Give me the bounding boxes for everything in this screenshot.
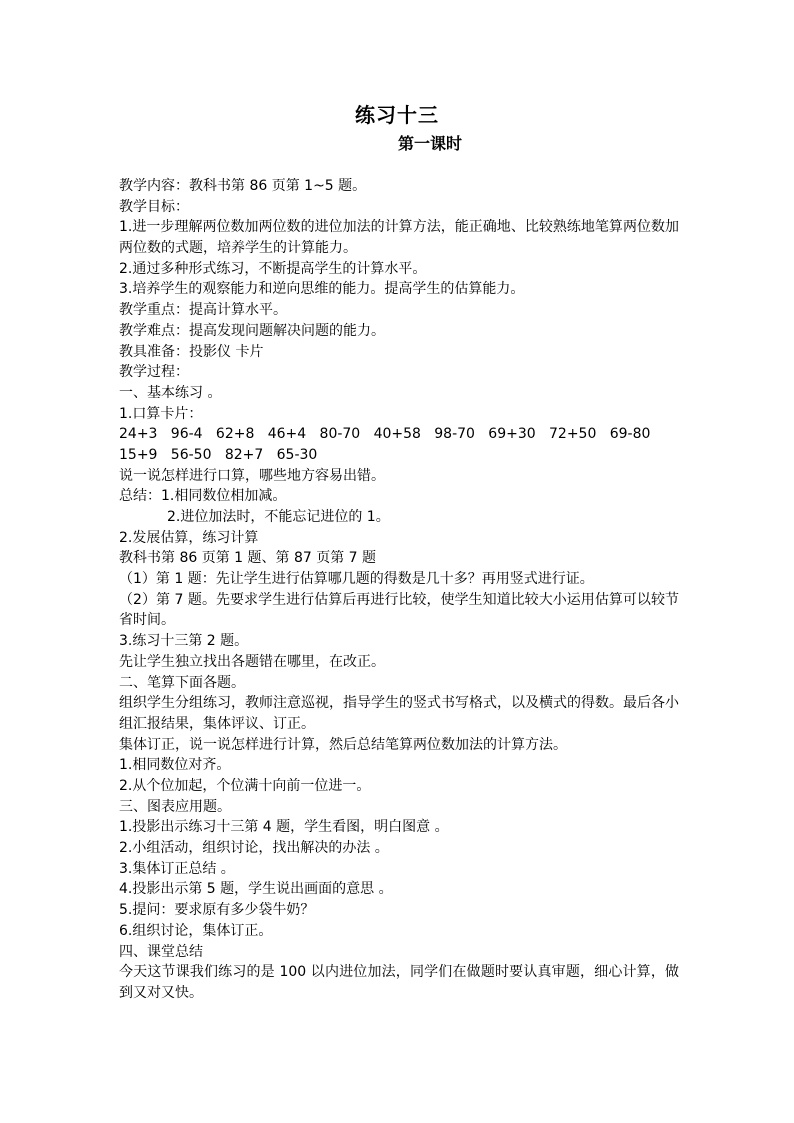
page-title: 练习十三 [355,103,439,127]
rule-2: 2.从个位加起，个位满十向前一位进一。 [119,778,371,795]
goal-1: 1.进一步理解两位数加两位数的进位加法的计算方法，能正确地、比较熟练地笔算两位数加两位数的式题，培养学生的计算能力。 [119,219,679,257]
section-1-heading: 一、基本练习 。 [119,384,222,401]
rule-1: 1.相同数位对齐。 [119,757,231,774]
chart-step-3: 3.集体订正总结 。 [119,860,235,877]
exercise-7-note: （2）第 7 题。先要求学生进行估算后再进行比较，使学生知道比较大小运用估算可以较节省时间。 [119,591,679,629]
teaching-content: 教学内容：教科书第 86 页第 1~5 题。 [119,178,367,194]
oral-discussion: 说一说怎样进行口算，哪些地方容易出错。 [119,467,385,484]
teaching-focus: 教学重点：提高计算水平。 [119,302,287,319]
chart-step-2: 2.小组活动，组织讨论，找出解决的办法 。 [119,840,389,857]
summary-1: 总结：1.相同数位相加减。 [119,488,287,505]
chart-step-1: 1.投影出示练习十三第 4 题，学生看图，明白图意 。 [119,819,449,836]
teaching-process-heading: 教学过程： [119,364,189,381]
chart-step-6: 6.组织讨论，集体订正。 [119,922,273,939]
oral-calculation-row-1: 24+3 96-4 62+8 46+4 80-70 40+58 98-70 69+30 72+50 69-80 [119,426,651,443]
textbook-reference: 教科书第 86 页第 1 题、第 87 页第 7 题 [119,550,377,567]
collective-correction: 集体订正，说一说怎样进行计算，然后总结笔算两位数加法的计算方法。 [119,736,567,753]
exercise-1-note: （1）第 1 题：先让学生进行估算哪几题的得数是几十多？再用竖式进行证。 [119,571,594,588]
summary-2: 2.进位加法时，不能忘记进位的 1。 [167,509,390,526]
chart-step-5: 5.提问：要求原有多少袋牛奶？ [119,902,315,919]
practice-2-heading: 3.练习十三第 2 题。 [119,633,249,650]
goal-2: 2.通过多种形式练习，不断提高学生的计算水平。 [119,260,427,277]
goal-3: 3.培养学生的观察能力和逆向思维的能力。提高学生的估算能力。 [119,281,525,298]
page-subtitle: 第一课时 [397,134,462,153]
section-3-heading: 三、图表应用题。 [119,798,231,815]
chart-step-4: 4.投影出示第 5 题，学生说出画面的意思 。 [119,881,393,898]
oral-calculation-row-2: 15+9 56-50 82+7 65-30 [119,446,318,463]
class-summary: 今天这节课我们练习的是 100 以内进位加法，同学们在做题时要认真审题，细心计算，做到又对又快。 [119,964,679,1001]
practice-2-note: 先让学生独立找出各题错在哪里，在改正。 [119,653,385,670]
teaching-goals-heading: 教学目标： [119,198,189,215]
estimation-heading: 2.发展估算，练习计算 [119,529,259,546]
section-4-heading: 四、课堂总结 [119,943,203,960]
group-practice: 组织学生分组练习，教师注意巡视，指导学生的竖式书写格式，以及横式的得数。最后各小组汇报结果，集体评议、订正。 [119,695,679,732]
oral-cards-heading: 1.口算卡片： [119,405,203,422]
section-2-heading: 二、笔算下面各题。 [119,674,245,691]
lesson-body [119,176,679,1004]
teaching-difficulty: 教学难点：提高发现问题解决问题的能力。 [119,322,385,339]
teaching-aids: 教具准备：投影仪 卡片 [119,343,264,360]
